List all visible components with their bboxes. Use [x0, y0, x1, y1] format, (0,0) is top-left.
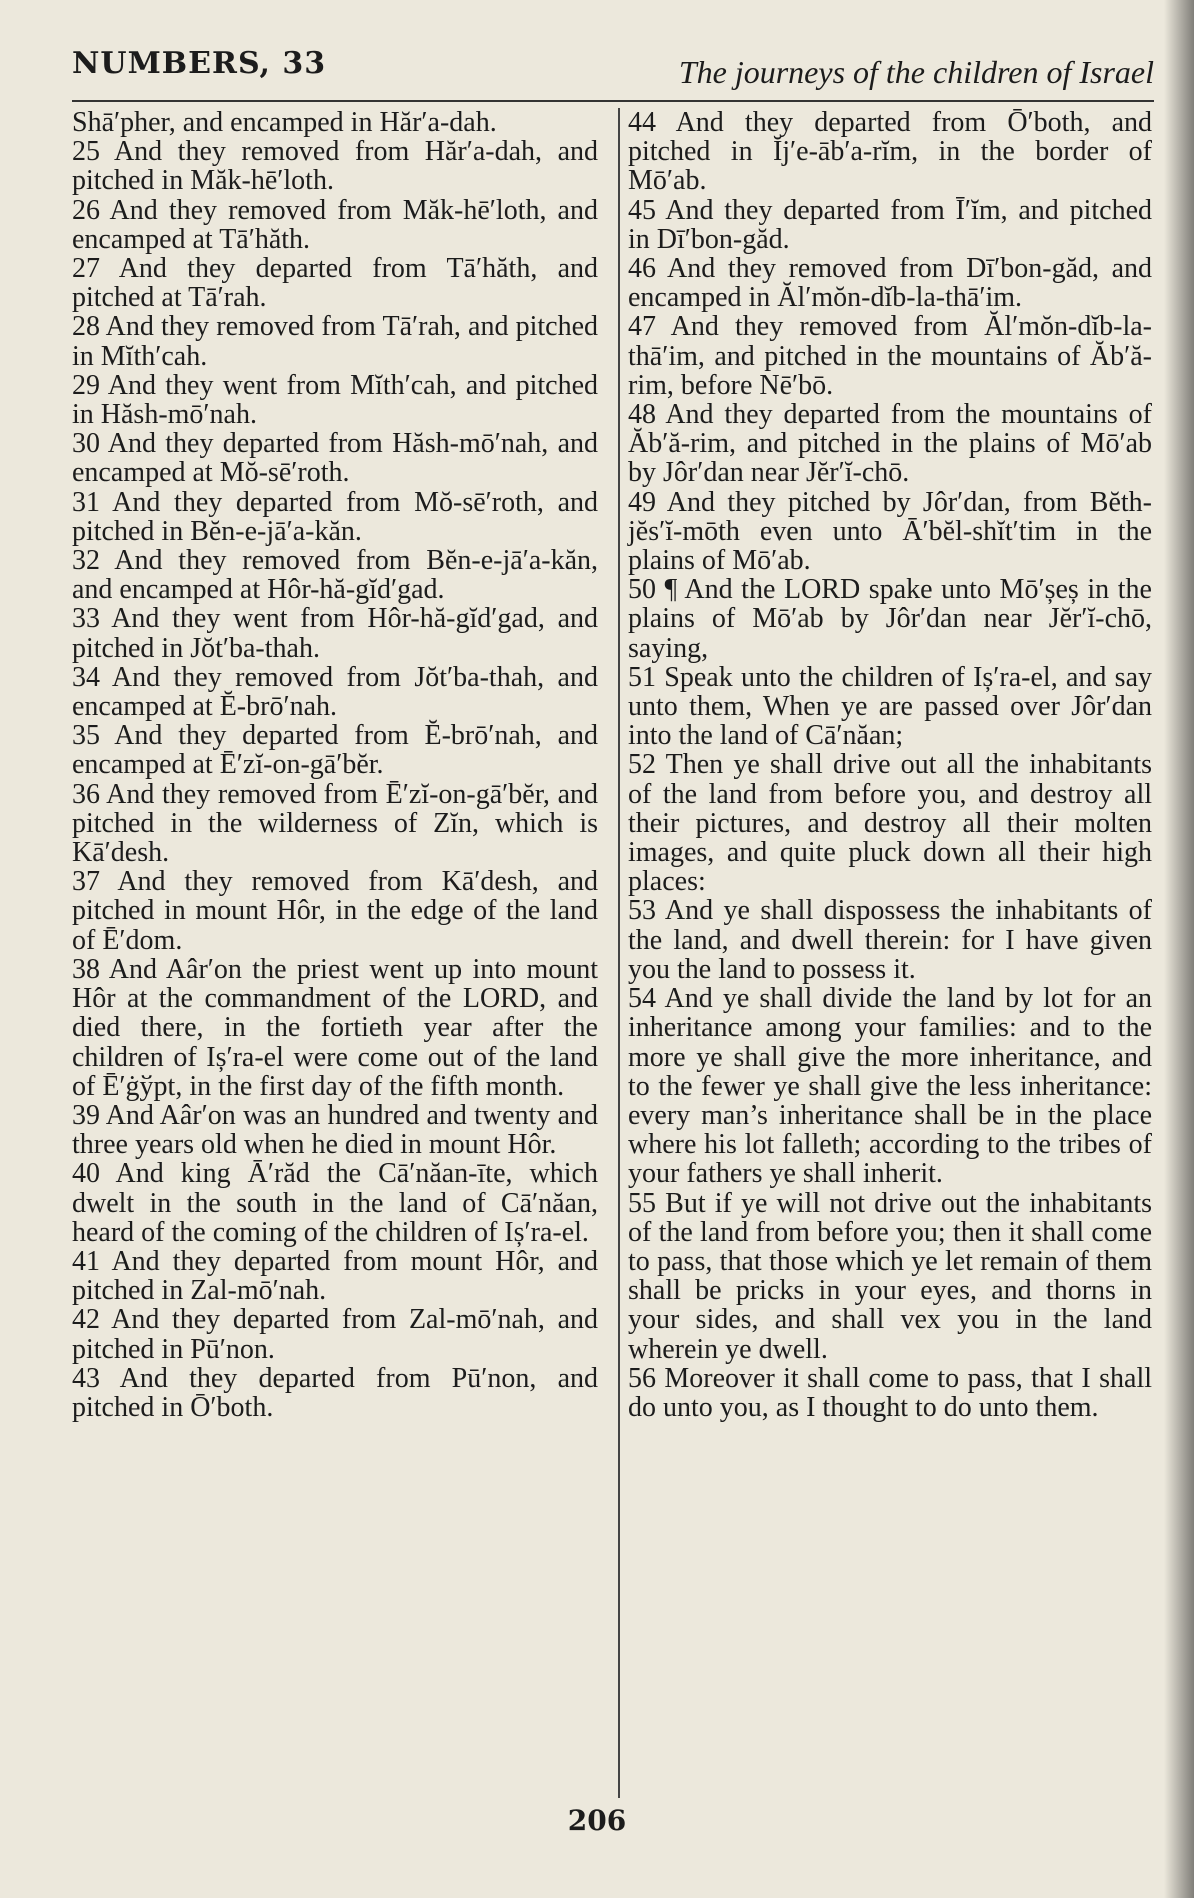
- verse: 37 And they removed from Kā′desh, and pitched in mount Hôr, in the edge of the land of Ē′dom.: [72, 866, 598, 956]
- left-column: [72, 108, 598, 1422]
- verse: 50 ¶ And the LORD spake unto Mō′șeș in the plains of Mō′ab by Jôr′dan near Jĕr′ĭ-chō, saying,: [628, 574, 1152, 664]
- book-chapter-header: NUMBERS, 33: [72, 46, 327, 81]
- verse: 49 And they pitched by Jôr′dan, from Bĕth-jĕs′ĭ-mōth even unto Ā′bĕl-shĭt′tim in the plains of Mō′ab.: [628, 486, 1152, 577]
- verse: 32 And they removed from Bĕn-e-jā′a-kăn, and encamped at Hôr-hă-gĭd′gad.: [72, 545, 598, 606]
- page-edge-shadow: [1164, 0, 1194, 1898]
- verse: 39 And Aâr′on was an hundred and twenty and three years old when he died in mount Hôr.: [72, 1099, 598, 1161]
- verse: Shā′pher, and encamped in Hăr′a-dah.: [72, 107, 497, 138]
- verse: 45 And they departed from Ī′ĭm, and pitched in Dī′bon-găd.: [628, 194, 1152, 255]
- verse: 56 Moreover it shall come to pass, that I shall do unto you, as I thought to do unto them.: [628, 1362, 1152, 1423]
- verse: 41 And they departed from mount Hôr, and pitched in Zal-mō′nah.: [72, 1245, 598, 1307]
- verse: 40 And king Ā′răd the Cā′năan-īte, which dwelt in the south in the land of Cā′năan, heard of the coming of the children of Iș′ra-el.: [72, 1158, 598, 1248]
- verse: 47 And they removed from Ăl′mŏn-dĭb-la-thā′im, and pitched in the mountains of Ăb′ă-rim, before Nē′bō.: [628, 311, 1152, 401]
- verse: 31 And they departed from Mŏ-sē′roth, and pitched in Bĕn-e-jā′a-kăn.: [72, 486, 598, 547]
- verse: 43 And they departed from Pū′non, and pitched in Ō′both.: [72, 1362, 598, 1423]
- verse: 46 And they removed from Dī′bon-găd, and encamped in Ăl′mŏn-dĭb-la-thā′im.: [628, 253, 1152, 314]
- verse: 51 Speak unto the children of Iș′ra-el, and say unto them, When ye are passed over Jôr′dan into the land of Cā′năan;: [628, 661, 1152, 752]
- verse: 44 And they departed from Ō′both, and pitched in Ĭj′e-āb′a-rĭm, in the border of Mō′ab.: [628, 107, 1152, 197]
- header-rule: [72, 100, 1154, 102]
- verse: 28 And they removed from Tā′rah, and pitched in Mĭth′cah.: [72, 311, 598, 372]
- verse: 29 And they went from Mĭth′cah, and pitched in Hăsh-mō′nah.: [72, 369, 598, 431]
- verse: 42 And they departed from Zal-mō′nah, and pitched in Pū′non.: [72, 1304, 598, 1365]
- verse: 26 And they removed from Măk-hē′loth, and encamped at Tā′hăth.: [72, 194, 598, 255]
- verse: 25 And they removed from Hăr′a-dah, and pitched in Măk-hē′loth.: [72, 136, 598, 197]
- verse: 48 And they departed from the mountains of Ăb′ă-rim, and pitched in the plains of Mō′ab by Jôr′dan near Jĕr′ĭ-chō.: [628, 399, 1152, 489]
- right-column: [628, 108, 1152, 1422]
- verse: 53 And ye shall dispossess the inhabitants of the land, and dwell therein: for I have given you the land to possess it.: [628, 895, 1152, 985]
- verse: 36 And they removed from Ē′zĭ-on-gā′bĕr, and pitched in the wilderness of Zĭn, which is Kā′desh.: [72, 778, 598, 869]
- verse: 52 Then ye shall drive out all the inhabitants of the land from before you, and destroy all their pictures, and destroy all their molten images, and quite pluck down all their high places:: [628, 749, 1152, 898]
- verse: 55 But if ye will not drive out the inhabitants of the land from before you; then it shall come to pass, that those which ye let remain of them shall be pricks in your eyes, and thorns in your sides, and shall vex you in the land wherein ye dwell.: [628, 1187, 1152, 1365]
- page-number: 206: [567, 1804, 627, 1837]
- verse: 35 And they departed from Ĕ-brō′nah, and encamped at Ē′zĭ-on-gā′bĕr.: [72, 720, 598, 781]
- running-title: The journeys of the children of Israel: [678, 54, 1154, 90]
- verse: 33 And they went from Hôr-hă-gĭd′gad, and pitched in Jŏt′ba-thah.: [72, 603, 598, 664]
- verse: 38 And Aâr′on the priest went up into mount Hôr at the commandment of the LORD, and died there, in the fortieth year after the children of Iș′ra-el were come out of the land of Ē′ġўpt, in the first day of the fifth month.: [72, 953, 598, 1102]
- verse: 54 And ye shall divide the land by lot for an inheritance among your families: and to the more ye shall give the more inheritance, and to the fewer ye shall give the less inheritance: every man’s inheritance shall be in the place where his lot falleth; according to the tribes of your fathers ye shall inherit.: [628, 983, 1152, 1190]
- verse: 30 And they departed from Hăsh-mō′nah, and encamped at Mŏ-sē′roth.: [72, 428, 598, 489]
- verse: 34 And they removed from Jŏt′ba-thah, and encamped at Ĕ-brō′nah.: [72, 661, 598, 723]
- verse: 27 And they departed from Tā′hăth, and pitched at Tā′rah.: [72, 253, 598, 314]
- column-divider: [618, 108, 620, 1798]
